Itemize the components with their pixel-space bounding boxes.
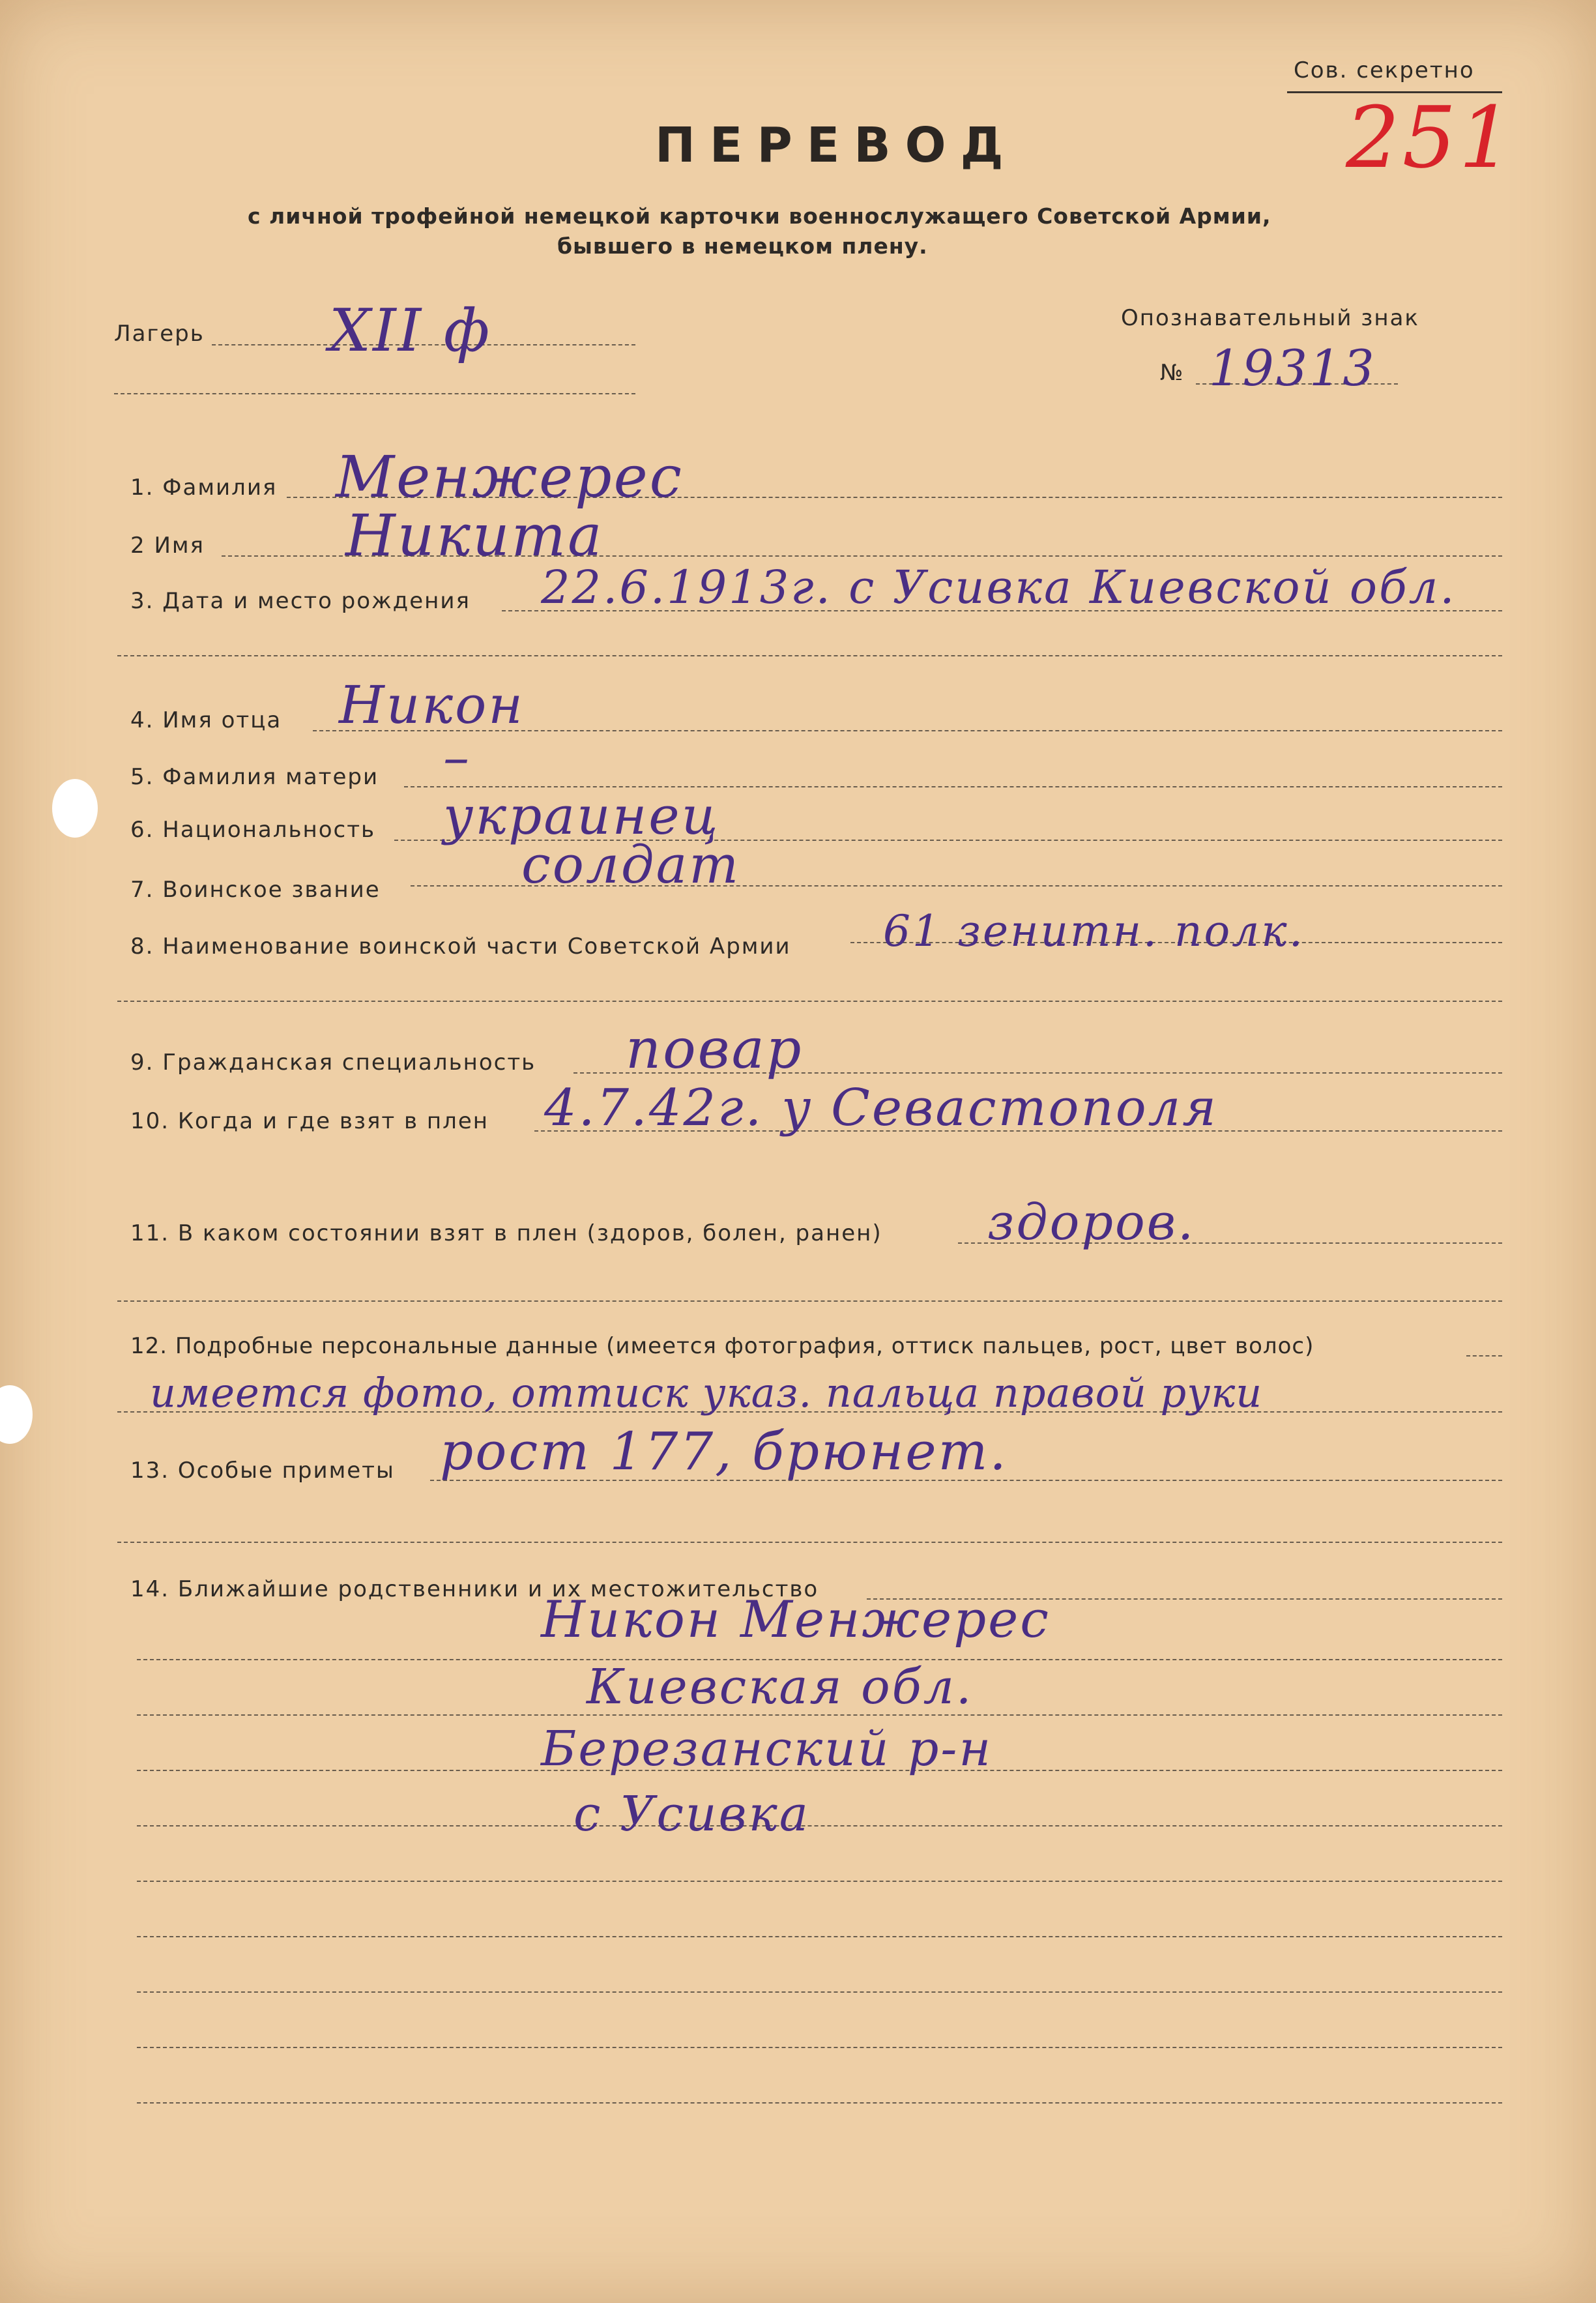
punch-hole-bottom bbox=[0, 1385, 33, 1444]
civil-profession-value: повар bbox=[626, 1017, 804, 1081]
personal-data-label: 12. Подробные персональные данные (имеется фотография, оттиск пальцев, рост, цвет волос) bbox=[130, 1333, 1314, 1359]
relatives-line-5 bbox=[137, 1825, 1502, 1826]
relatives-line-9 bbox=[137, 2047, 1502, 2048]
camp-line-2 bbox=[114, 393, 635, 394]
special-marks-value: рост 177, брюнет. bbox=[440, 1421, 1008, 1482]
captured-value: 4.7.42г. у Севастополя bbox=[544, 1079, 1218, 1137]
father-name-label: 4. Имя отца bbox=[130, 707, 282, 733]
name-label: 2 Имя bbox=[130, 533, 205, 559]
relatives-line-8 bbox=[137, 1991, 1502, 1993]
personal-data-value: имеется фото, оттиск указ. пальца правой руки bbox=[150, 1369, 1263, 1416]
relative-line-2: Киевская обл. bbox=[587, 1659, 974, 1715]
relative-line-4: с Усивка bbox=[573, 1786, 810, 1842]
id-tag-value: 19313 bbox=[1209, 339, 1376, 397]
nationality-label: 6. Национальность bbox=[130, 817, 376, 843]
camp-value: XII ф bbox=[329, 297, 492, 365]
relatives-line-7 bbox=[137, 1936, 1502, 1937]
condition-label: 11. В каком состоянии взят в плен (здоров, болен, ранен) bbox=[130, 1220, 882, 1246]
document-subtitle-line2: бывшего в немецком плену. bbox=[557, 233, 928, 259]
rank-value: солдат bbox=[521, 834, 741, 895]
document-subtitle-line1: с личной трофейной немецкой карточки военнослужащего Советской Армии, bbox=[248, 203, 1271, 229]
captured-label: 10. Когда и где взят в плен bbox=[130, 1108, 489, 1134]
unit-value: 61 зенитн. полк. bbox=[883, 906, 1305, 956]
special-marks-label: 13. Особые приметы bbox=[130, 1458, 395, 1484]
rank-label: 7. Воинское звание bbox=[130, 877, 381, 903]
surname-label: 1. Фамилия bbox=[130, 475, 278, 501]
id-tag-number-label: № bbox=[1160, 360, 1185, 386]
archive-number: 251 bbox=[1346, 88, 1516, 187]
classification-stamp: Сов. секретно bbox=[1294, 57, 1475, 83]
civil-profession-label: 9. Гражданская специальность bbox=[130, 1049, 536, 1076]
mother-surname-label: 5. Фамилия матери bbox=[130, 764, 379, 790]
relative-line-1: Никон Менжерес bbox=[541, 1591, 1051, 1649]
mother-surname-value: – bbox=[443, 727, 471, 787]
special-marks-line-2 bbox=[117, 1542, 1502, 1543]
surname-value: Менжерес bbox=[336, 443, 684, 510]
relatives-line-10 bbox=[137, 2102, 1502, 2104]
punch-hole-top bbox=[52, 779, 98, 838]
father-name-value: Никон bbox=[339, 675, 525, 735]
personal-data-line bbox=[1466, 1355, 1502, 1357]
condition-value: здоров. bbox=[987, 1193, 1196, 1251]
document-title: ПЕРЕВОД bbox=[655, 117, 1018, 173]
unit-line-2 bbox=[117, 1001, 1502, 1002]
relative-line-3: Березанский р-н bbox=[541, 1721, 993, 1777]
condition-line-2 bbox=[117, 1300, 1502, 1302]
name-value: Никита bbox=[345, 502, 604, 569]
camp-label: Лагерь bbox=[114, 321, 205, 347]
id-tag-label: Опознавательный знак bbox=[1121, 305, 1419, 331]
birth-line-2 bbox=[117, 655, 1502, 656]
birth-label: 3. Дата и место рождения bbox=[130, 588, 471, 614]
relatives-line-6 bbox=[137, 1881, 1502, 1882]
unit-label: 8. Наименование воинской части Советской Армии bbox=[130, 933, 791, 960]
nationality-value: украинец bbox=[443, 785, 720, 846]
relatives-label: 14. Ближайшие родственники и их местожительство bbox=[130, 1576, 819, 1602]
birth-value: 22.6.1913г. с Усивка Киевской обл. bbox=[541, 561, 1457, 614]
